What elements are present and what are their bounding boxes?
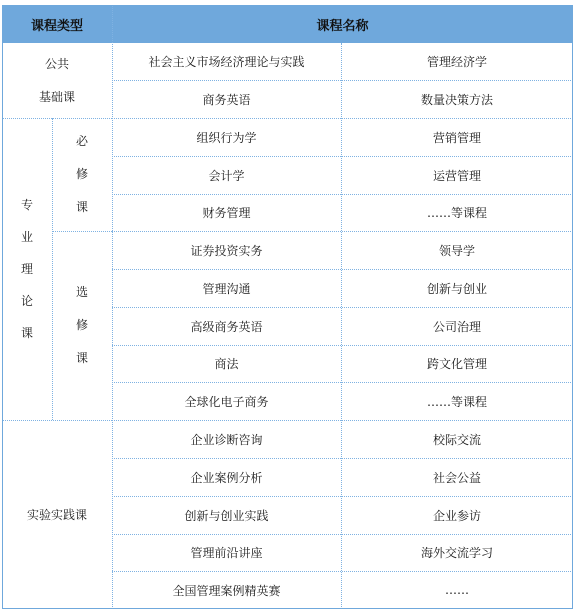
- course-cell-left: 商法: [214, 357, 239, 371]
- course-cell-right: 数量决策方法: [420, 92, 493, 107]
- course-cell-right: 社会公益: [432, 470, 481, 485]
- category-char: 修: [75, 318, 88, 332]
- course-cell-left: 管理前沿讲座: [190, 546, 263, 560]
- category-char: 业: [20, 230, 33, 244]
- category-practice: 实验实践课: [26, 508, 87, 522]
- category-char: 必: [75, 134, 88, 148]
- course-cell-left: 组织行为学: [196, 130, 257, 145]
- course-cell-right: ……: [445, 583, 469, 597]
- course-cell-right: ……等课程: [426, 206, 487, 220]
- course-cell-right: 营销管理: [432, 130, 481, 145]
- course-cell-left: 创新与创业实践: [184, 508, 269, 523]
- course-cell-right: 校际交流: [432, 432, 481, 447]
- course-cell-left: 管理沟通: [202, 281, 251, 296]
- course-table: [2, 5, 573, 609]
- course-cell-right: 企业参访: [432, 508, 481, 523]
- category-public-line2: 基础课: [38, 89, 75, 104]
- course-cell-left: 社会主义市场经济理论与实践: [148, 55, 305, 69]
- category-char: 课: [75, 351, 88, 365]
- course-cell-right: 领导学: [438, 243, 475, 258]
- course-cell-left: 企业案例分析: [190, 470, 263, 485]
- table-border: [2, 5, 573, 609]
- course-cell-left: 全国管理案例精英赛: [172, 583, 281, 598]
- course-cell-left: 会计学: [208, 168, 245, 183]
- category-char: 论: [20, 294, 33, 308]
- category-char: 专: [20, 198, 33, 212]
- category-char: 课: [20, 326, 33, 340]
- category-public-line1: 公共: [44, 56, 69, 71]
- category-char: 选: [75, 285, 88, 299]
- course-cell-right: 管理经济学: [426, 55, 487, 69]
- course-cell-left: 企业诊断咨询: [190, 432, 263, 447]
- course-cell-left: 证券投资实务: [190, 243, 263, 258]
- course-cell-left: 商务英语: [202, 92, 251, 107]
- header-course-name: 课程名称: [112, 5, 573, 43]
- course-cell-right: 海外交流学习: [420, 546, 493, 560]
- category-char: 理: [20, 262, 33, 276]
- course-cell-left: 财务管理: [202, 206, 251, 220]
- course-cell-right: 跨文化管理: [426, 357, 487, 371]
- course-cell-left: 高级商务英语: [190, 319, 263, 334]
- course-cell-left: 全球化电子商务: [184, 394, 269, 409]
- header-course-type: 课程类型: [2, 5, 112, 43]
- course-cell-right: 运营管理: [432, 168, 481, 183]
- course-cell-right: 创新与创业: [426, 281, 487, 296]
- course-cell-right: 公司治理: [432, 319, 481, 334]
- category-char: 课: [75, 200, 88, 214]
- category-char: 修: [75, 167, 88, 181]
- course-cell-right: ……等课程: [426, 394, 487, 409]
